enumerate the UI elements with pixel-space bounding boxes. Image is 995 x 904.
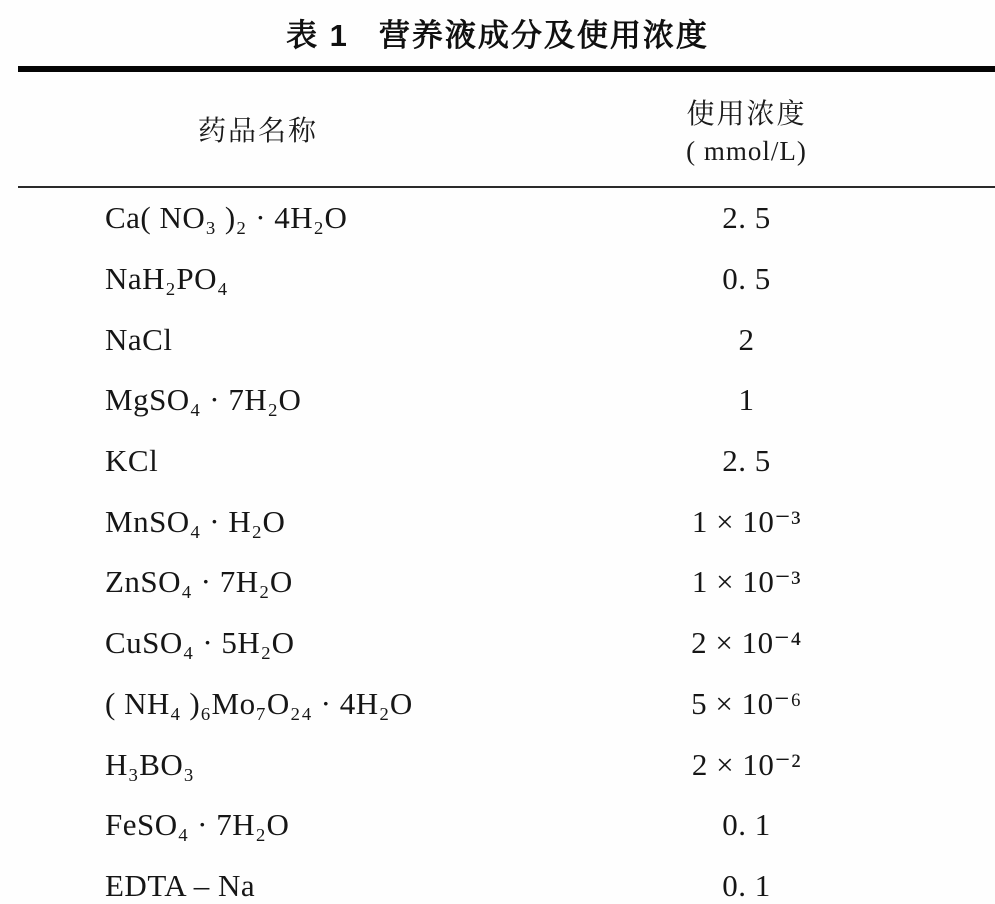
chemical-name: NaH₂PO₄ (105, 261, 229, 297)
table-row (18, 734, 995, 795)
table-row (18, 856, 995, 904)
concentration-value: 1 × 10⁻³ (691, 564, 802, 600)
column-header-chemical-name: 药品名称 (18, 69, 498, 187)
chemical-name: MgSO₄ · 7H₂O (105, 382, 302, 418)
concentration-value: 5 × 10⁻⁶ (691, 685, 802, 721)
header-row (18, 69, 995, 187)
concentration-value: 2. 5 (722, 443, 771, 479)
concentration-value: 2 × 10⁻² (691, 746, 802, 782)
chemical-name: MnSO₄ · H₂O (105, 503, 286, 539)
chemical-name: H₃BO₃ (105, 746, 195, 782)
concentration-value: 0. 5 (722, 261, 771, 297)
table-row (18, 370, 995, 431)
table-row (18, 309, 995, 370)
concentration-value: 0. 1 (722, 807, 771, 843)
concentration-value: 2 (738, 321, 755, 357)
chemical-name: ( NH₄ )₆Mo₇O₂₄ · 4H₂O (105, 685, 413, 721)
table-row (18, 674, 995, 735)
chemical-name: KCl (105, 443, 159, 479)
chemical-name: CuSO₄ · 5H₂O (105, 625, 295, 661)
chemical-name: Ca( NO₃ )₂ · 4H₂O (105, 200, 348, 236)
concentration-unit-label: ( mmol/L) (686, 135, 807, 166)
table-row (18, 491, 995, 552)
table-title-text: 营养液成分及使用浓度 (378, 18, 709, 53)
concentration-value: 1 (738, 382, 755, 418)
nutrient-solution-table (18, 66, 995, 904)
table-row (18, 187, 995, 249)
concentration-header-label: 使用浓度 (686, 98, 807, 130)
chemical-name: ZnSO₄ · 7H₂O (105, 564, 293, 600)
chemical-name: NaCl (105, 321, 173, 357)
chemical-name: FeSO₄ · 7H₂O (105, 807, 290, 843)
table-row (18, 249, 995, 310)
table-number: 表 1 (286, 18, 349, 53)
column-header-concentration (498, 69, 995, 187)
table-title (0, 0, 995, 58)
table-row (18, 552, 995, 613)
table-row (18, 795, 995, 856)
chemical-name: EDTA – Na (105, 867, 256, 903)
table-body (18, 187, 995, 904)
table-row (18, 431, 995, 492)
concentration-value: 0. 1 (722, 867, 771, 903)
table-row (18, 613, 995, 674)
concentration-value: 2 × 10⁻⁴ (691, 625, 802, 661)
table-header (18, 69, 995, 187)
concentration-value: 1 × 10⁻³ (691, 503, 802, 539)
concentration-value: 2. 5 (722, 200, 771, 236)
